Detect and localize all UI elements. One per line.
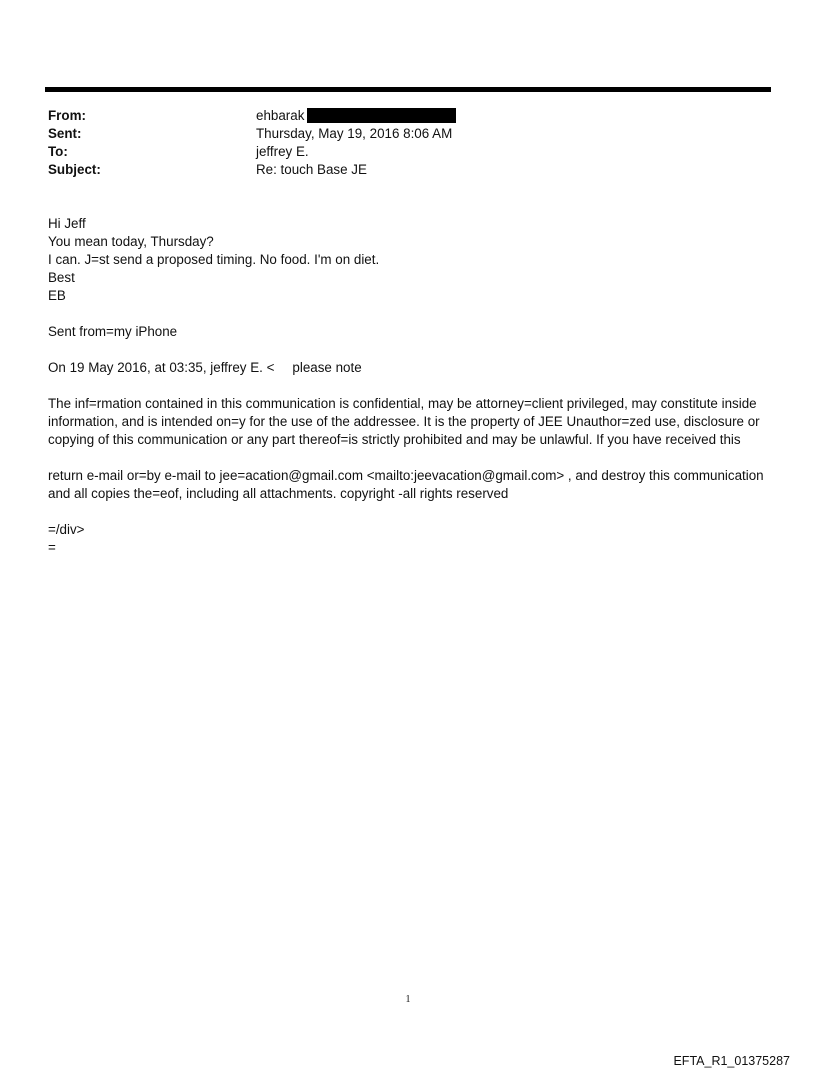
sent-from-line: Sent from=my iPhone	[48, 324, 178, 339]
email-header	[48, 107, 768, 179]
from-label: From:	[48, 108, 86, 123]
disclaimer-paragraph: The inf=rmation contained in this communication is confidential, may be attorney=client privileged, may constitute inside information, and is intended on=y for the use of the addressee. It is the property of JEE Unauthor=zed use, disclosure or copying of this communication or any part thereof=is strictly prohibited and may be unlawful. If you have received this	[48, 396, 760, 447]
quoted-intro: On 19 May 2016, at 03:35, jeffrey E. <	[48, 360, 275, 375]
sent-row	[48, 125, 768, 143]
greeting-line: Hi Jeff	[48, 216, 86, 231]
body-line: You mean today, Thursday?	[48, 234, 214, 249]
subject-value: Re: touch Base JE	[256, 162, 367, 177]
tail-line: =/div>	[48, 522, 85, 537]
from-value	[256, 107, 768, 125]
from-name: ehbarak	[256, 108, 305, 123]
subject-row	[48, 161, 768, 179]
redaction-block	[307, 108, 456, 123]
sent-value: Thursday, May 19, 2016 8:06 AM	[256, 126, 453, 141]
body-line: I can. J=st send a proposed timing. No food. I'm on diet.	[48, 252, 380, 267]
to-value: jeffrey E.	[256, 144, 309, 159]
page-number: 1	[405, 994, 411, 1005]
to-label: To:	[48, 144, 68, 159]
subject-label: Subject:	[48, 162, 101, 177]
from-row	[48, 107, 768, 125]
sent-label: Sent:	[48, 126, 82, 141]
document-id: EFTA_R1_01375287	[673, 1054, 790, 1068]
email-body	[48, 215, 768, 557]
signoff-line: Best	[48, 270, 75, 285]
tail-line: =	[48, 540, 56, 555]
to-row	[48, 143, 768, 161]
signature-line: EB	[48, 288, 66, 303]
header-rule	[45, 87, 771, 92]
disclaimer-paragraph: return e-mail or=by e-mail to jee=acation@gmail.com <mailto:jeevacation@gmail.com> , and destroy this communication and all copies the=eof, including all attachments. copyright -all rights reserved	[48, 468, 764, 501]
quoted-note: please note	[292, 360, 362, 375]
quoted-intro-line	[48, 359, 768, 377]
